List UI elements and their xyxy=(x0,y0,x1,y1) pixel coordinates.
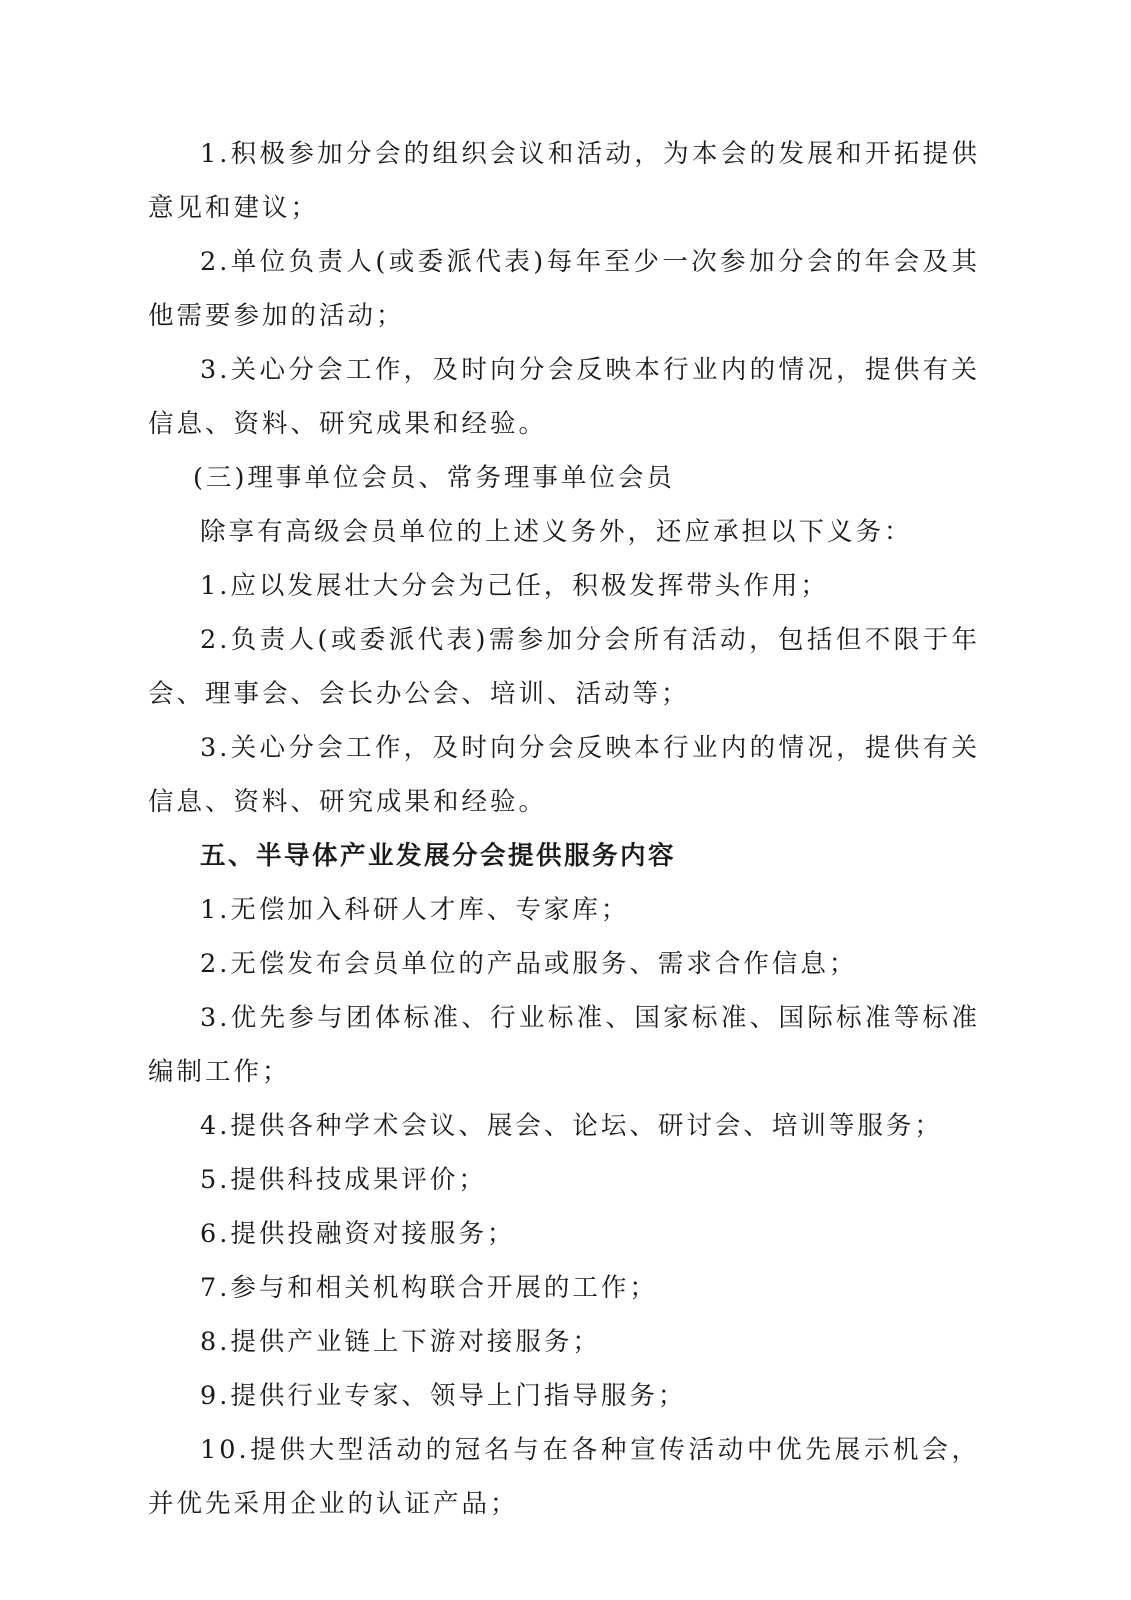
section-heading-services: 五、半导体产业发展分会提供服务内容 xyxy=(200,841,677,871)
director-obligation-2: 2.负责人(或委派代表)需参加分会所有活动，包括但不限于年会、理事会、会长办公会、培训、活动等； xyxy=(148,625,980,709)
obligation-item-1: 1.积极参加分会的组织会议和活动，为本会的发展和开拓提供意见和建议； xyxy=(148,139,980,223)
service-item-6: 6.提供投融资对接服务； xyxy=(200,1219,516,1249)
director-obligation-1: 1.应以发展壮大分会为己任，积极发挥带头作用； xyxy=(200,571,829,601)
service-item-7: 7.参与和相关机构联合开展的工作； xyxy=(200,1273,658,1303)
document-body xyxy=(148,127,980,1531)
service-item-1: 1.无偿加入科研人才库、专家库； xyxy=(200,895,630,925)
section-subheading: (三)理事单位会员、常务理事单位会员 xyxy=(193,463,675,493)
director-obligation-3: 3.关心分会工作，及时向分会反映本行业内的情况，提供有关信息、资料、研究成果和经验。 xyxy=(148,733,980,817)
service-item-9: 9.提供行业专家、领导上门指导服务； xyxy=(200,1381,687,1411)
service-item-4: 4.提供各种学术会议、展会、论坛、研讨会、培训等服务； xyxy=(200,1111,943,1141)
service-item-5: 5.提供科技成果评价； xyxy=(200,1165,487,1195)
service-item-10: 10.提供大型活动的冠名与在各种宣传活动中优先展示机会，并优先采用企业的认证产品； xyxy=(148,1435,980,1519)
section-intro: 除享有高级会员单位的上述义务外，还应承担以下义务： xyxy=(200,517,913,547)
service-item-8: 8.提供产业链上下游对接服务； xyxy=(200,1327,601,1357)
service-item-3: 3.优先参与团体标准、行业标准、国家标准、国际标准等标准编制工作； xyxy=(148,1003,980,1087)
obligation-item-3: 3.关心分会工作，及时向分会反映本行业内的情况，提供有关信息、资料、研究成果和经验。 xyxy=(148,355,980,439)
service-item-2: 2.无偿发布会员单位的产品或服务、需求合作信息； xyxy=(200,949,858,979)
obligation-item-2: 2.单位负责人(或委派代表)每年至少一次参加分会的年会及其他需要参加的活动； xyxy=(148,247,980,331)
